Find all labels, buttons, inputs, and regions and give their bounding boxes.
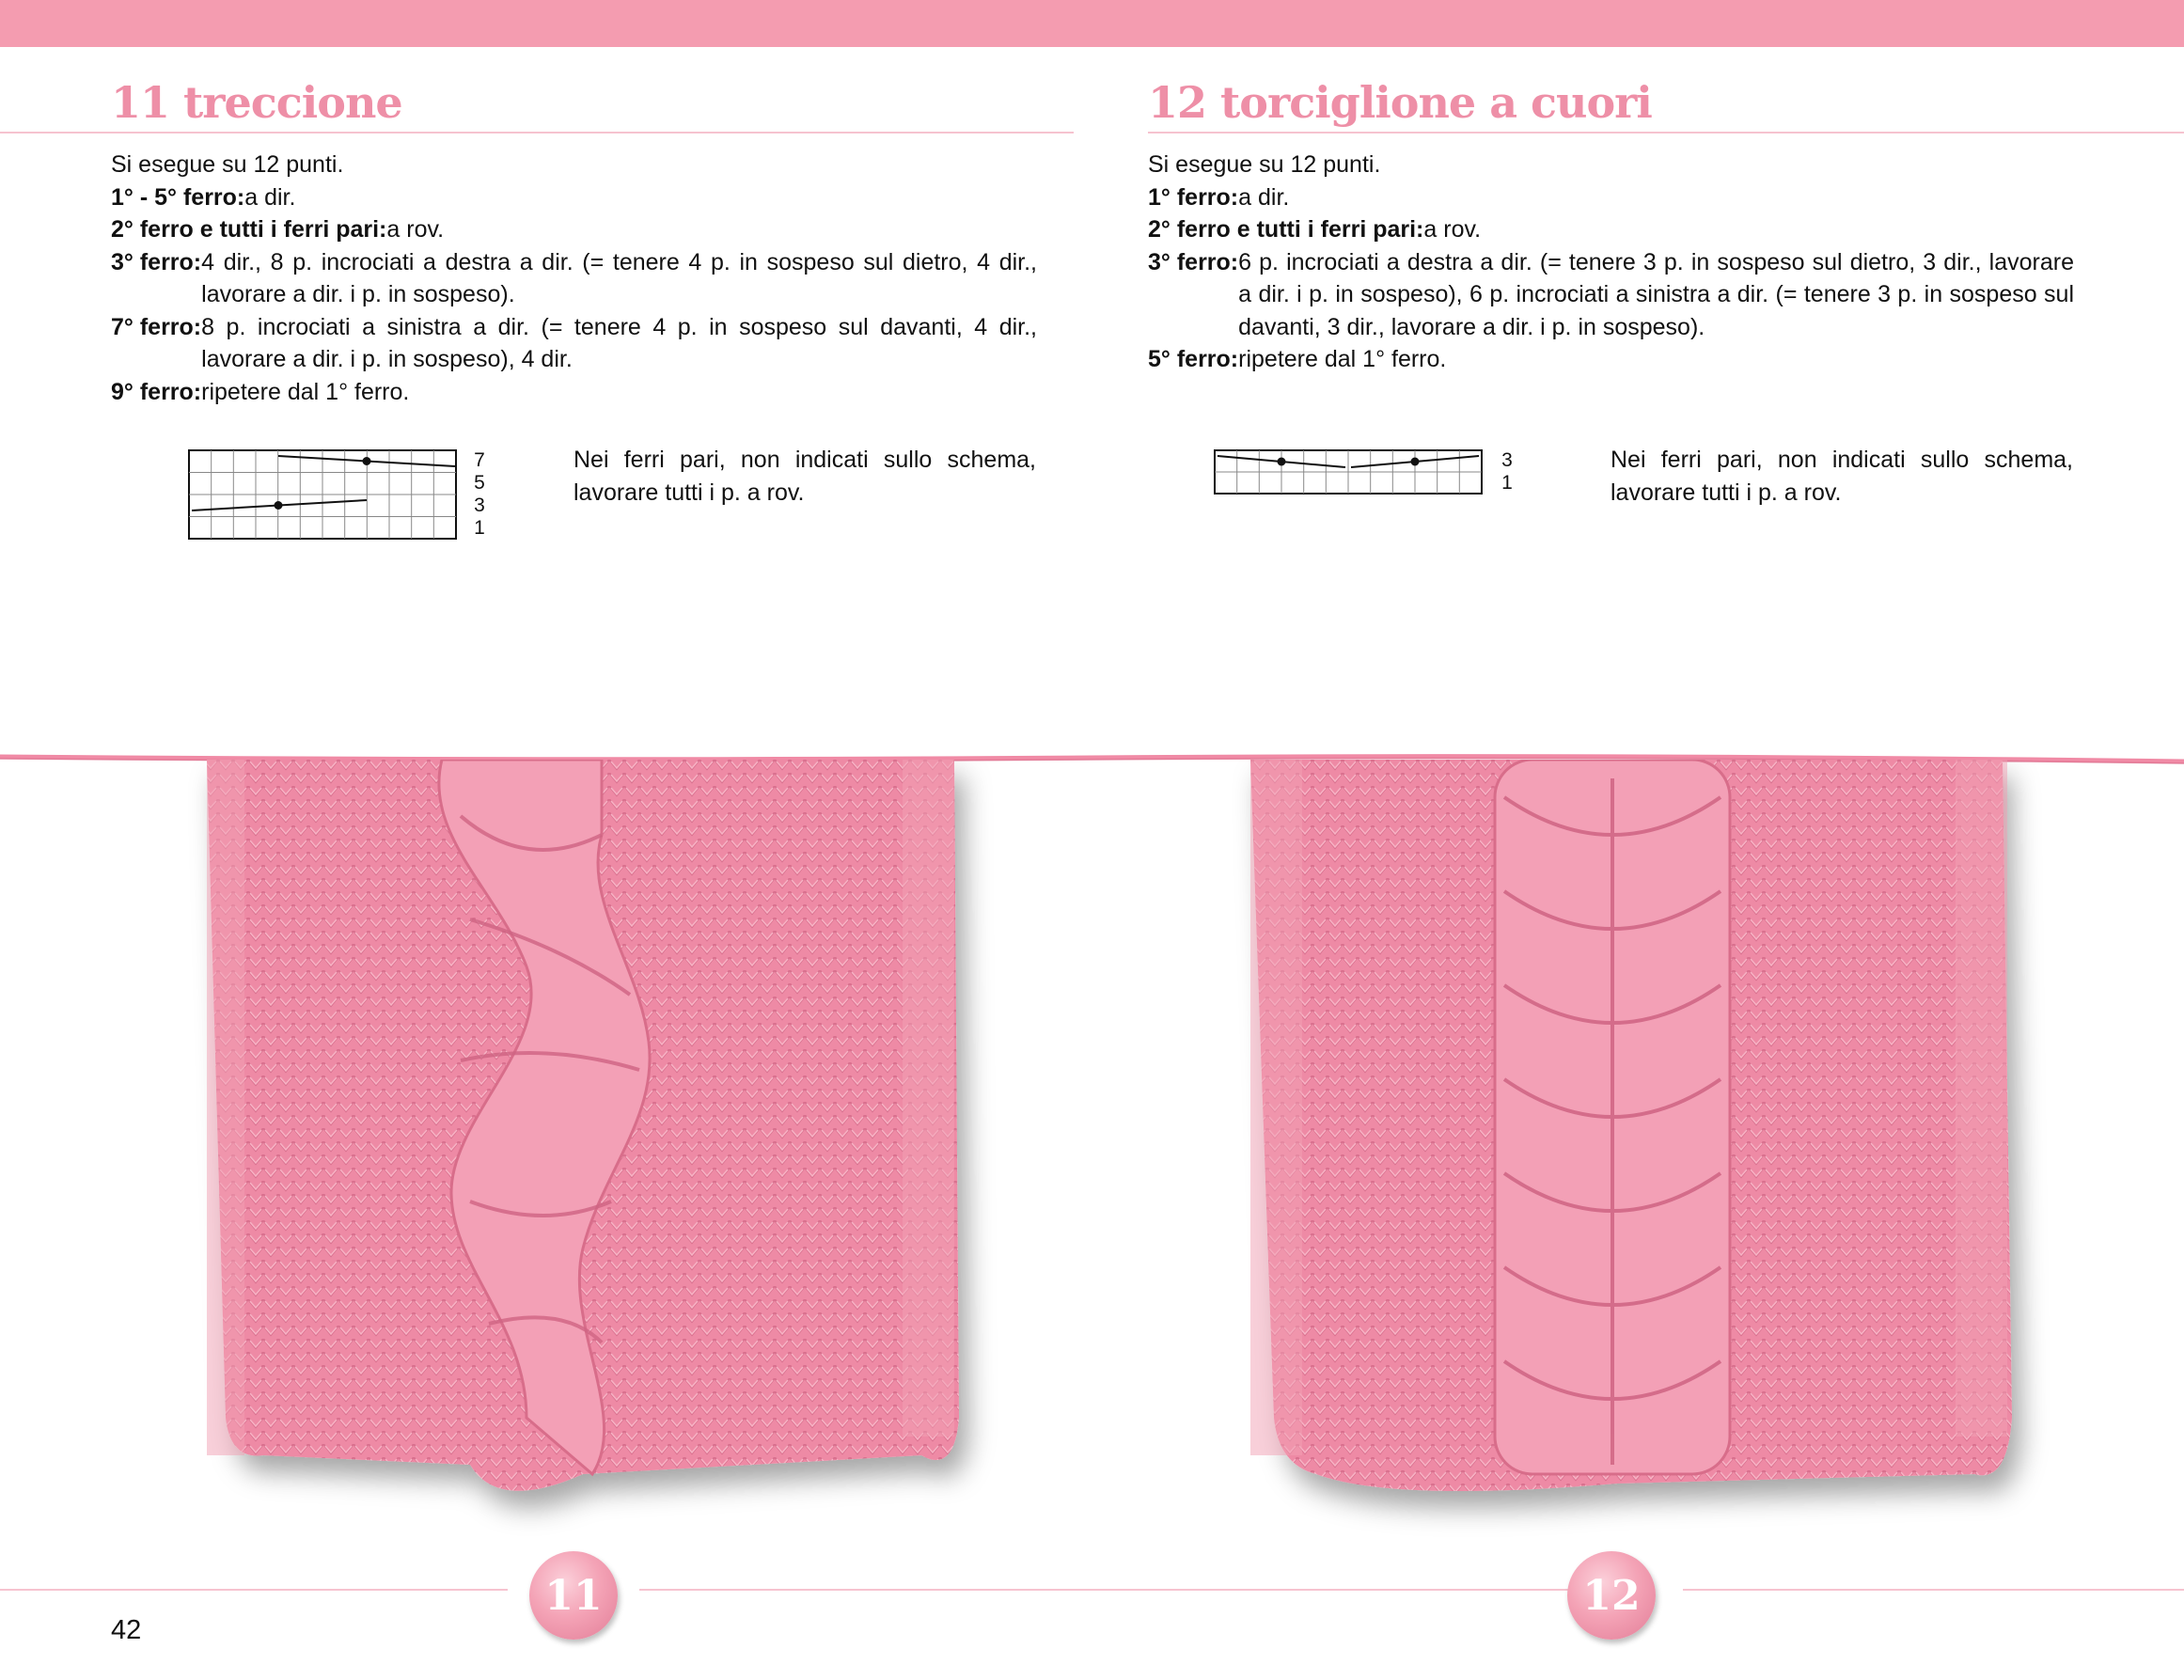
row-label: 3° ferro: bbox=[111, 248, 202, 275]
instruction-row bbox=[1148, 213, 2074, 246]
footer-rule bbox=[1683, 1589, 2184, 1591]
top-color-band bbox=[0, 0, 2184, 47]
row-label: 1° ferro: bbox=[1148, 183, 1239, 211]
chart-grid bbox=[188, 449, 457, 540]
instruction-row bbox=[1148, 181, 2074, 214]
instruction-row bbox=[1148, 343, 2074, 376]
pattern-title: 11 treccione bbox=[111, 77, 402, 128]
instruction-row bbox=[111, 376, 1037, 409]
row-label: 2° ferro e tutti i ferri pari: bbox=[111, 216, 387, 243]
instruction-row bbox=[111, 246, 1037, 311]
title-rule-left bbox=[0, 132, 1074, 133]
row-value: a rov. bbox=[1423, 216, 1482, 243]
instruction-row bbox=[1148, 246, 2074, 344]
chart-row-numbers bbox=[470, 449, 489, 540]
row-label: 7° ferro: bbox=[111, 313, 202, 340]
chart-row-number: 3 bbox=[474, 495, 485, 516]
chart-row-number: 3 bbox=[1501, 449, 1513, 471]
chart-row-numbers bbox=[1498, 449, 1516, 495]
row-label: 9° ferro: bbox=[111, 378, 202, 405]
intro-text: Si esegue su 12 punti. bbox=[111, 151, 344, 178]
row-label: 3° ferro: bbox=[1148, 248, 1239, 275]
row-value: 6 p. incrociati a destra a dir. (= tenere 3 p. in sospeso sul dietro, 3 dir., lavorare a dir. i p. in sospeso), 6 p. incrociati a sinistra a dir. (= tenere 3 p. in sospeso sul davanti, 3 dir., lavorare a dir. i p. in sospeso). bbox=[1238, 248, 2074, 340]
knitted-swatch-12 bbox=[1222, 760, 2068, 1559]
row-value: a dir. bbox=[1238, 183, 1290, 211]
row-value: ripetere dal 1° ferro. bbox=[1238, 346, 1447, 372]
yarn-ball-badge-11: 11 bbox=[529, 1551, 618, 1640]
chart-row-number: 1 bbox=[474, 517, 485, 539]
chart-row-number: 1 bbox=[1501, 472, 1513, 494]
pattern-instructions bbox=[1148, 149, 2074, 376]
pattern-title: 12 torciglione a cuori bbox=[1148, 77, 1652, 128]
footer-rule bbox=[0, 1589, 508, 1591]
chart-note: Nei ferri pari, non indicati sullo schema, lavorare tutti i p. a rov. bbox=[573, 447, 1036, 506]
chart-row-number: 5 bbox=[474, 472, 485, 494]
row-label: 5° ferro: bbox=[1148, 346, 1239, 372]
instruction-row bbox=[111, 181, 1037, 214]
footer-rule bbox=[639, 1589, 1579, 1591]
row-value: 4 dir., 8 p. incrociati a destra a dir. (= tenere 4 p. in sospeso sul dietro, 4 dir., lavorare a dir. i p. in sospeso). bbox=[201, 248, 1037, 307]
yarn-ball-badge-12: 12 bbox=[1567, 1551, 1656, 1640]
row-value: a dir. bbox=[244, 183, 296, 211]
title-rule-right bbox=[1148, 132, 2184, 133]
pattern-instructions bbox=[111, 149, 1037, 408]
row-value: 8 p. incrociati a sinistra a dir. (= tenere 4 p. in sospeso sul davanti, 4 dir., lavorare a dir. i p. in sospeso), 4 dir. bbox=[201, 313, 1037, 372]
chart-grid bbox=[1214, 449, 1483, 495]
row-label: 2° ferro e tutti i ferri pari: bbox=[1148, 216, 1424, 243]
row-value: a rov. bbox=[386, 216, 445, 243]
chart-row-number: 7 bbox=[474, 449, 485, 471]
chart-note: Nei ferri pari, non indicati sullo schema, lavorare tutti i p. a rov. bbox=[1611, 447, 2073, 506]
row-label: 1° - 5° ferro: bbox=[111, 183, 245, 211]
instruction-row bbox=[111, 311, 1037, 376]
page-number: 42 bbox=[111, 1615, 142, 1645]
instruction-row bbox=[111, 213, 1037, 246]
intro-text: Si esegue su 12 punti. bbox=[1148, 151, 1381, 178]
row-value: ripetere dal 1° ferro. bbox=[201, 378, 410, 405]
knitted-swatch-11 bbox=[188, 760, 1015, 1559]
cable-chart-11 bbox=[188, 449, 457, 540]
cable-chart-12 bbox=[1214, 449, 1483, 495]
